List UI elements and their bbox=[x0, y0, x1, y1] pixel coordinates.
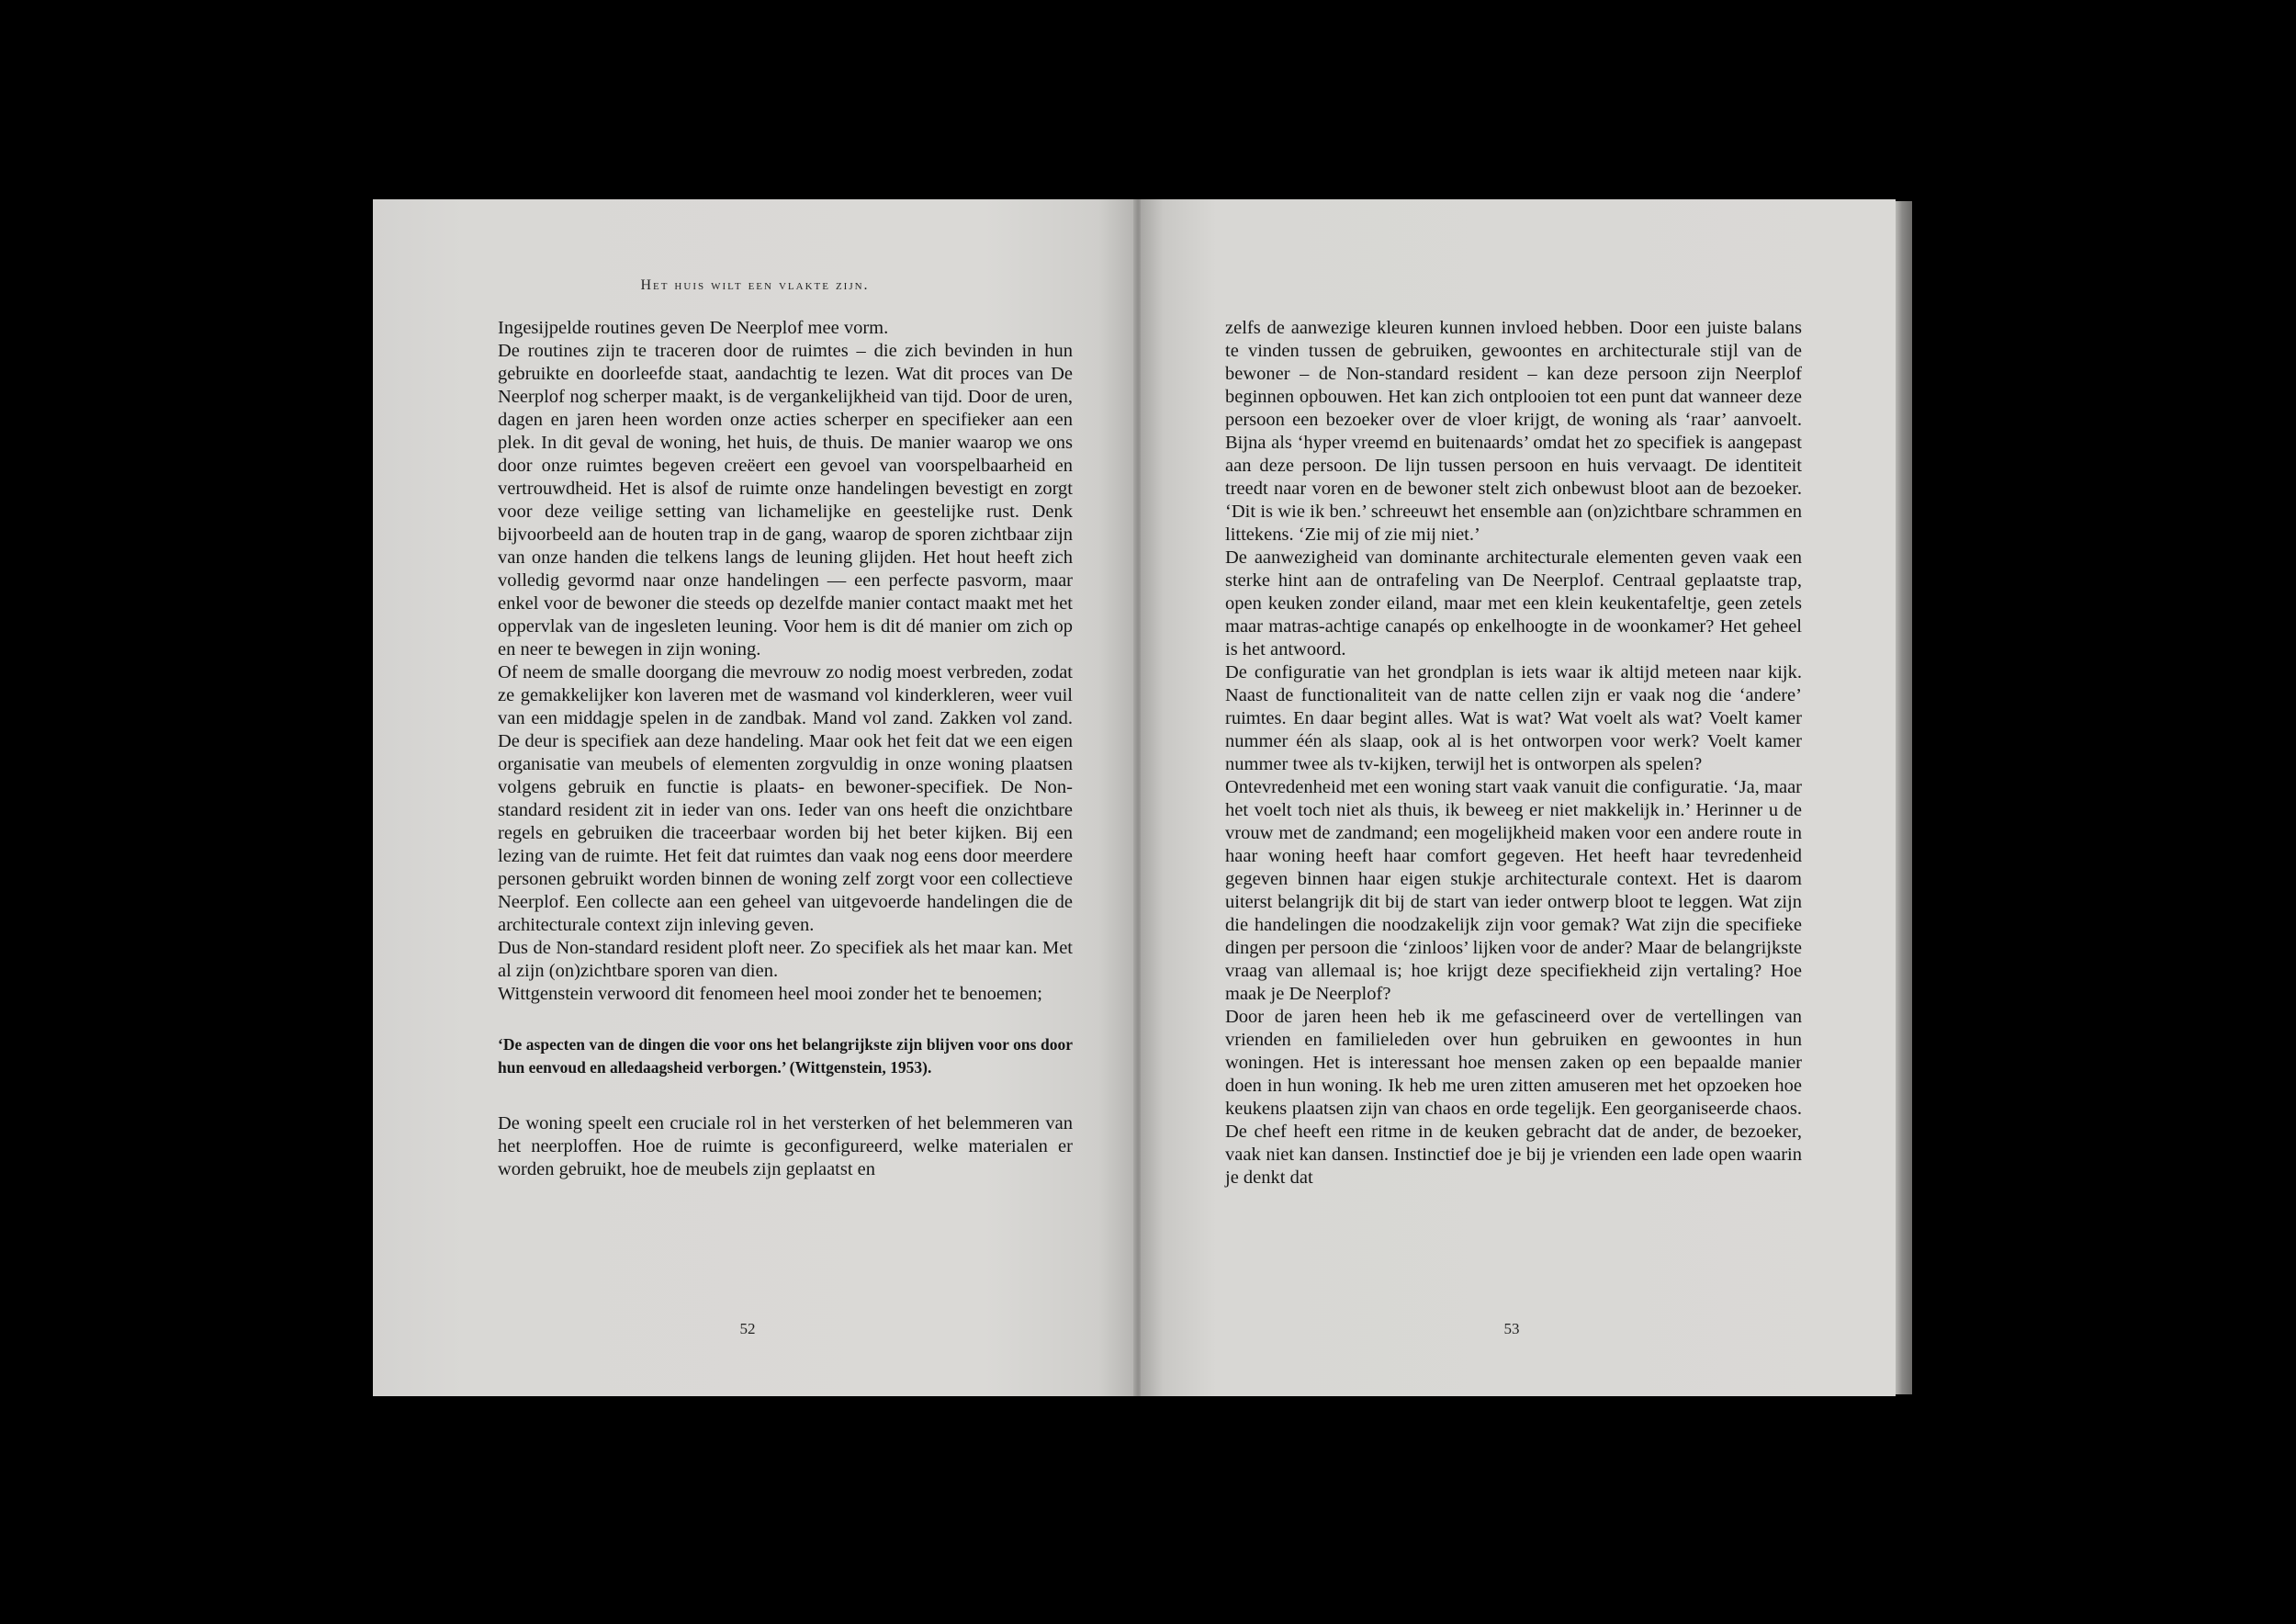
paragraph: De routines zijn te traceren door de ruimtes – die zich bevinden in hun gebruikte en doorleefde staat, aandachtig te lezen. Wat dit proces van De Neerplof nog scherper maakt, is de vergankelijkheid van tijd. Door de uren, dagen en jaren heen worden onze acties scherper en specifieker aan een plek. In dit geval de woning, het huis, de thuis. De manier waarop we ons door onze ruimtes begeven creëert een gevoel van voorspelbaarheid en vertrouwdheid. Het is alsof de ruimte onze handelingen bevestigt en zorgt voor deze veilige setting van lichamelijke en geestelijke rust. Denk bijvoorbeeld aan de houten trap in de gang, waarop de sporen zichtbaar zijn van onze handen die telkens langs de leuning glijden. Het hout heeft zich volledig gevormd naar onze handelingen — een perfecte pasvorm, maar enkel voor de bewoner die steeds op dezelfde manier contact maakt met het oppervlak van de ingesleten leuning. Voor hem is dit dé manier om zich op en neer te bewegen in zijn woning. bbox=[498, 341, 1073, 660]
open-book bbox=[373, 199, 1912, 1396]
right-page-text bbox=[1225, 317, 1802, 1190]
paragraph: Wittgenstein verwoord dit fenomeen heel mooi zonder het te benoemen; bbox=[498, 984, 1042, 1004]
paragraph: De woning speelt een cruciale rol in het versterken of het belemmeren van het neerploffen. Hoe de ruimte is geconfigureerd, welke materialen er worden gebruikt, hoe de meubels zijn geplaatst en bbox=[498, 1113, 1073, 1179]
paragraph: Door de jaren heen heb ik me gefascineerd over de vertellingen van vrienden en familieleden over hun gebruiken en gewoontes in hun woningen. Het is interessant hoe mensen zaken op een bepaalde manier doen in hun woning. Ik heb me uren zitten amuseren met het opzoeken hoe keukens plaatsen zijn van chaos en orde tegelijk. Een georganiseerde chaos. De chef heeft een ritme in de keuken gebracht dat de ander, de bezoeker, vaak niet kan dansen. Instinctief doe je bij je vrienden een lade open waarin je denkt dat bbox=[1225, 1007, 1802, 1188]
paragraph: Of neem de smalle doorgang die mevrouw zo nodig moest verbreden, zodat ze gemakkelijker kon laveren met de wasmand vol kinderkleren, weer vuil van een middagje spelen in de zandbak. Mand vol zand. Zakken vol zand. De deur is specifiek aan deze handeling. Maar ook het feit dat we een eigen organisatie van meubels of elementen zorgvuldig in onze woning plaatsen volgens gebruik en functie is plaats- en bewoner-specifiek. De Non-standard resident zit in ieder van ons. Ieder van ons heeft die onzichtbare regels en gebruiken die traceerbaar worden bij het beter kijken. Bij een lezing van de ruimte. Het feit dat ruimtes dan vaak nog eens door meerdere personen gebruikt worden binnen de woning zelf zorgt voor een collectieve Neerplof. Een collecte aan een geheel van uitgevoerde handelingen die de architecturale context zijn inleving geven. bbox=[498, 662, 1073, 935]
page-number: 53 bbox=[1503, 1320, 1520, 1337]
page-number: 52 bbox=[739, 1320, 756, 1337]
paragraph: Dus de Non-standard resident ploft neer. Zo specifiek als het maar kan. Met al zijn (on)zichtbare sporen van dien. bbox=[498, 938, 1073, 981]
running-head: Het huis wilt een vlakte zijn. bbox=[640, 277, 870, 293]
paragraph: zelfs de aanwezige kleuren kunnen invloed hebben. Door een juiste balans te vinden tussen de gebruiken, gewoontes en architecturale stijl van de bewoner – de Non-standard resident – kan deze persoon zijn Neerplof beginnen opbouwen. Het kan zich ontplooien tot een punt dat wanneer deze persoon een bezoeker over de vloer krijgt, de woning als ‘raar’ aanvoelt. Bijna als ‘hyper vreemd en buitenaards’ omdat het zo specifiek is aangepast aan deze persoon. De lijn tussen persoon en huis vervaagt. De identiteit treedt naar voren en de bewoner stelt zich onbewust bloot aan de bezoeker. ‘Dit is wie ik ben.’ schreeuwt het ensemble aan (on)zichtbare schrammen en littekens. ‘Zie mij of zie mij niet.’ bbox=[1225, 318, 1802, 545]
paragraph: De configuratie van het grondplan is iets waar ik altijd meteen naar kijk. Naast de functionaliteit van de natte cellen zijn er vaak nog die ‘andere’ ruimtes. En daar begint alles. Wat is wat? Wat voelt als wat? Voelt kamer nummer één als slaap, ook al is het ontworpen voor werk? Voelt kamer nummer twee als tv-kijken, terwijl het is ontworpen als spelen? bbox=[1225, 662, 1802, 774]
page-edge-stack bbox=[1896, 201, 1912, 1394]
paragraph: De aanwezigheid van dominante architecturale elementen geven vaak een sterke hint aan de ontrafeling van De Neerplof. Centraal geplaatste trap, open keuken zonder eiland, maar met een klein keukentafeltje, geen zetels maar matras-achtige canapés op enkelhoogte in de woonkamer? Het geheel is het antwoord. bbox=[1225, 547, 1802, 660]
right-page bbox=[1141, 199, 1896, 1396]
paragraph: Ingesijpelde routines geven De Neerplof mee vorm. bbox=[498, 318, 889, 338]
left-page bbox=[373, 199, 1137, 1396]
paragraph: Ontevredenheid met een woning start vaak vanuit die configuratie. ‘Ja, maar het voelt toch niet als thuis, ik beweeg er niet makkelijk in.’ Herinner u de vrouw met de zandmand; een mogelijkheid maken voor een andere route in haar woning heeft haar comfort gegeven. Het heeft haar tevredenheid gegeven binnen haar eigen stukje architecturale context. Het is daarom uiterst belangrijk dit bij de start van ieder ontwerp bloot te leggen. Wat zijn die handelingen die noodzakelijk zijn voor gemak? Wat zijn die specifieke dingen per persoon die ‘zinloos’ lijken voor de ander? Maar de belangrijkste vraag van allemaal is; hoe krijgt deze specifiekheid zijn vertaling? Hoe maak je De Neerplof? bbox=[1225, 777, 1802, 1004]
left-page-text bbox=[498, 317, 1073, 1181]
block-quote: ‘De aspecten van de dingen die voor ons het belangrijkste zijn blijven voor ons door hun eenvoud en alledaagsheid verborgen.’ (Wittgenstein, 1953). bbox=[498, 1035, 1073, 1077]
